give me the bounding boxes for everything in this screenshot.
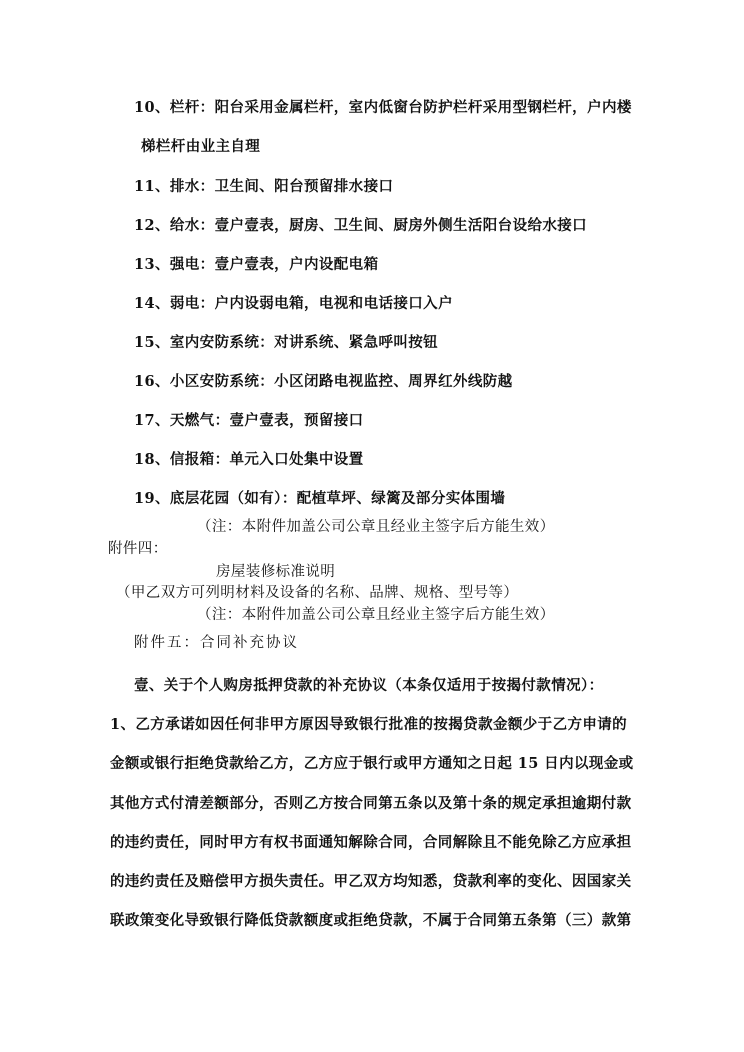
annex4-note: （注：本附件加盖公司公章且经业主签字后方能生效）	[197, 607, 555, 623]
annex3-note: （注：本附件加盖公司公章且经业主签字后方能生效）	[197, 519, 555, 535]
section1-heading: 壹、关于个人购房抵押贷款的补充协议（本条仅适用于按揭付款情况）：	[134, 677, 604, 694]
section1-line-5: 的违约责任及赔偿甲方损失责任。甲乙双方均知悉，贷款利率的变化、因国家关	[110, 873, 632, 890]
section1-line-2: 金额或银行拒绝贷款给乙方，乙方应于银行或甲方通知之日起 15 日内以现金或	[110, 755, 634, 772]
item-12: 12、给水：壹户壹表，厨房、卫生间、厨房外侧生活阳台设给水接口	[134, 217, 588, 234]
item-13: 13、强电：壹户壹表，户内设配电箱	[134, 256, 379, 273]
item-18: 18、信报箱：单元入口处集中设置	[134, 451, 364, 468]
item-17: 17、天燃气：壹户壹表，预留接口	[134, 412, 364, 429]
section1-line-6: 联政策变化导致银行降低贷款额度或拒绝贷款，不属于合同第五条第（三）款第	[110, 912, 632, 929]
item-15: 15、室内安防系统：对讲系统、紧急呼叫按钮	[134, 334, 439, 351]
section1-line-4: 的违约责任，同时甲方有权书面通知解除合同，合同解除且不能免除乙方应承担	[110, 834, 632, 851]
item-19: 19、底层花园（如有）：配植草坪、绿篱及部分实体围墙	[134, 490, 506, 507]
item-10-line2: 梯栏杆由业主自理	[141, 138, 261, 155]
annex4-title: 房屋装修标准说明	[216, 564, 336, 580]
section1-line-3: 其他方式付清差额部分，否则乙方按合同第五条以及第十条的规定承担逾期付款	[110, 795, 632, 812]
item-14: 14、弱电：户内设弱电箱，电视和电话接口入户	[134, 295, 453, 312]
annex4-subtitle: （甲乙双方可列明材料及设备的名称、品牌、规格、型号等）	[116, 585, 519, 601]
annex4-label: 附件四：	[108, 541, 168, 557]
item-16: 16、小区安防系统：小区闭路电视监控、周界红外线防越	[134, 373, 513, 390]
section1-line-1: 1、乙方承诺如因任何非甲方原因导致银行批准的按揭贷款金额少于乙方申请的	[110, 716, 628, 733]
item-11: 11、排水：卫生间、阳台预留排水接口	[134, 178, 394, 195]
annex5-label: 附件五：合同补充协议	[134, 635, 299, 651]
item-10-line1: 10、栏杆：阳台采用金属栏杆，室内低窗台防护栏杆采用型钢栏杆，户内楼	[134, 99, 632, 116]
